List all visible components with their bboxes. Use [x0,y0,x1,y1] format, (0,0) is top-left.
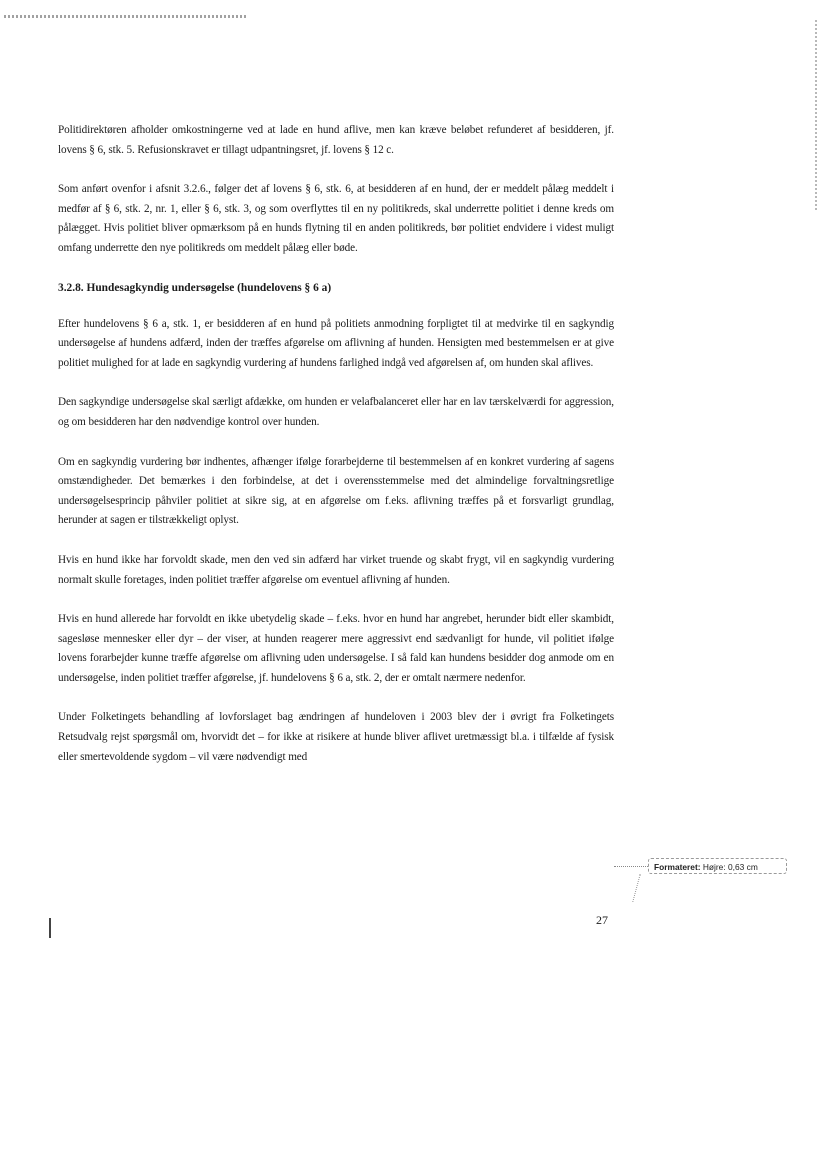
page-number: 27 [596,913,608,927]
format-comment-balloon[interactable] [648,858,787,874]
paragraph-afdaekning: Den sagkyndige undersøgelse skal særligt afdække, om hunden er velafbalanceret eller har en lav tærskelværdi for aggression, og om besidderen har den nødvendige kontrol over hunden. [58,396,614,428]
scan-artifact-top [4,15,248,18]
paragraph-flytning: Som anført ovenfor i afsnit 3.2.6., følger det af lovens § 6, stk. 6, at besidderen af en hund, der er meddelt pålæg meddelt i medfør af § 6, stk. 2, nr. 1, eller § 6, stk. 3, og som overflyttes til en ny politikreds, skal underrette politiet i denne kreds om pålægget. Hvis politiet bliver opmærksom på en hunds flytning til en anden politikreds, bør politiet endvidere i videst muligt omfang underrette den nye politikreds om meddelt pålæg eller bøde. [58,183,614,254]
paragraph-retsudvalg: Under Folketingets behandling af lovforslaget bag ændringen af hundeloven i 2003 blev der i øvrigt fra Folketingets Retsudvalg rejst spørgsmål om, hvorvidt det – for ikke at risikere at hunde bliver aflivet uretmæssigt bl.a. i tilfælde af fysisk eller smertevoldende sygdom – vil være nødvendigt med [58,711,614,763]
document-body [58,121,614,787]
section-heading: 3.2.8. Hundesagkyndig undersøgelse (hundelovens § 6 a) [58,281,332,294]
comment-tail-line [632,874,651,902]
paragraph-skade: Hvis en hund allerede har forvoldt en ikke ubetydelig skade – f.eks. hvor en hund har angrebet, herunder bidt eller skambidt, sagesløse mennesker eller dyr – der viser, at hunden reagerer mere aggressivt end sædvanligt for hunde, vil politiet ifølge lovens forarbejder kunne træffe afgørelse om aflivning uden undersøgelse. I så fald kan hundens besidder dog anmode om en undersøgelse, inden politiet træffer afgørelse, jf. hundelovens § 6 a, stk. 2, der er omtalt nærmere nedenfor. [58,613,614,684]
paragraph-refusion: Politidirektøren afholder omkostningerne ved at lade en hund aflive, men kan kræve beløbet refunderet af besidderen, jf. lovens § 6, stk. 5. Refusionskravet er tillagt udpantningsret, jf. lovens § 12 c. [58,124,614,156]
comment-text: Højre: 0,63 cm [700,862,758,872]
paragraph-medvirkning: Efter hundelovens § 6 a, stk. 1, er besidderen af en hund på politiets anmodning forpligtet til at medvirke til en sagkyndig undersøgelse af hundens adfærd, inden der træffes afgørelse om aflivning af hunden. Hensigten med bestemmelsen er at give politiet mulighed for at lade en sagkyndig vurdering af hundens farlighed indgå ved afgørelsen af, om hunden skal aflives. [58,317,614,369]
comment-leader-line [614,866,648,867]
paragraph-truende: Hvis en hund ikke har forvoldt skade, men den ved sin adfærd har virket truende og skabt frygt, vil en sagkyndig vurdering normalt skulle foretages, inden politiet træffer afgørelse om eventuel aflivning af hunden. [58,553,614,586]
paragraph-vurdering: Om en sagkyndig vurdering bør indhentes, afhænger ifølge forarbejderne til bestemmelsen af en konkret vurdering af sagens omstændigheder. Det bemærkes i den forbindelse, at det i overensstemmelse med det almindelige forvaltningsretlige undersøgelsesprincip påhviler politiet at sikre sig, at en afgørelse om f.eks. aflivning træffes på et forsvarligt grundlag, herunder at sagen er tilstrækkeligt oplyst. [58,455,614,527]
change-bar [49,918,51,938]
comment-label: Formateret: [654,862,701,872]
scan-artifact-right [815,20,817,210]
